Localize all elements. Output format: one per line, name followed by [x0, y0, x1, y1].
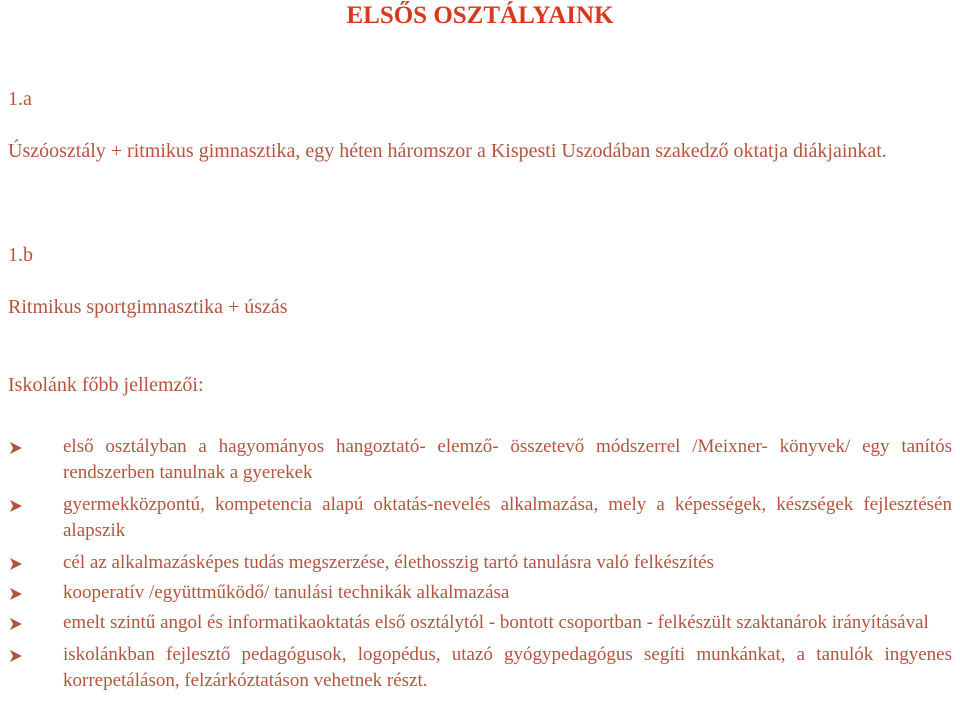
arrowhead-bullet-icon [10, 558, 22, 570]
feature-item [8, 492, 952, 544]
class-b-heading: 1.b [8, 244, 33, 266]
feature-text: emelt szintű angol és informatikaoktatás első osztálytól - bontott csoportban - felkészült szaktanárok irányításával [63, 612, 929, 633]
feature-text: iskolánkban fejlesztő pedagógusok, logopédus, utazó gyógypedagógus segíti munkánkat, a tanulók ingyenes korrepetáláson, felzárkóztatáson vehetnek részt. [63, 644, 952, 691]
arrowhead-bullet-icon [10, 650, 22, 662]
class-a-heading: 1.a [8, 88, 32, 110]
feature-text: első osztályban a hagyományos hangoztató- elemző- összetevő módszerrel /Meixner- könyvek/ egy tanítós rendszerben tanulnak a gyerekek [63, 436, 952, 483]
feature-item [8, 642, 952, 694]
feature-item [8, 434, 952, 486]
arrowhead-bullet-icon [10, 618, 22, 630]
features-heading: Iskolánk főbb jellemzői: [8, 374, 204, 396]
class-b-description: Ritmikus sportgimnasztika + úszás [8, 296, 288, 318]
arrowhead-bullet-icon [10, 588, 22, 600]
class-a-description: Úszóosztály + ritmikus gimnasztika, egy héten háromszor a Kispesti Uszodában szakedző oktatja diákjainkat. [8, 140, 887, 162]
feature-item [8, 550, 952, 576]
features-list [8, 434, 952, 694]
feature-item [8, 580, 952, 606]
feature-text: cél az alkalmazásképes tudás megszerzése, élethosszig tartó tanulásra való felkészítés [63, 552, 714, 573]
feature-item [8, 610, 952, 636]
arrowhead-bullet-icon [10, 500, 22, 512]
feature-text: gyermekközpontú, kompetencia alapú oktatás-nevelés alkalmazása, mely a képességek, készségek fejlesztésén alapszik [63, 494, 952, 541]
feature-text: kooperatív /együttműködő/ tanulási technikák alkalmazása [63, 582, 510, 603]
page-title: ELSŐS OSZTÁLYAINK [346, 2, 614, 29]
arrowhead-bullet-icon [10, 442, 22, 454]
